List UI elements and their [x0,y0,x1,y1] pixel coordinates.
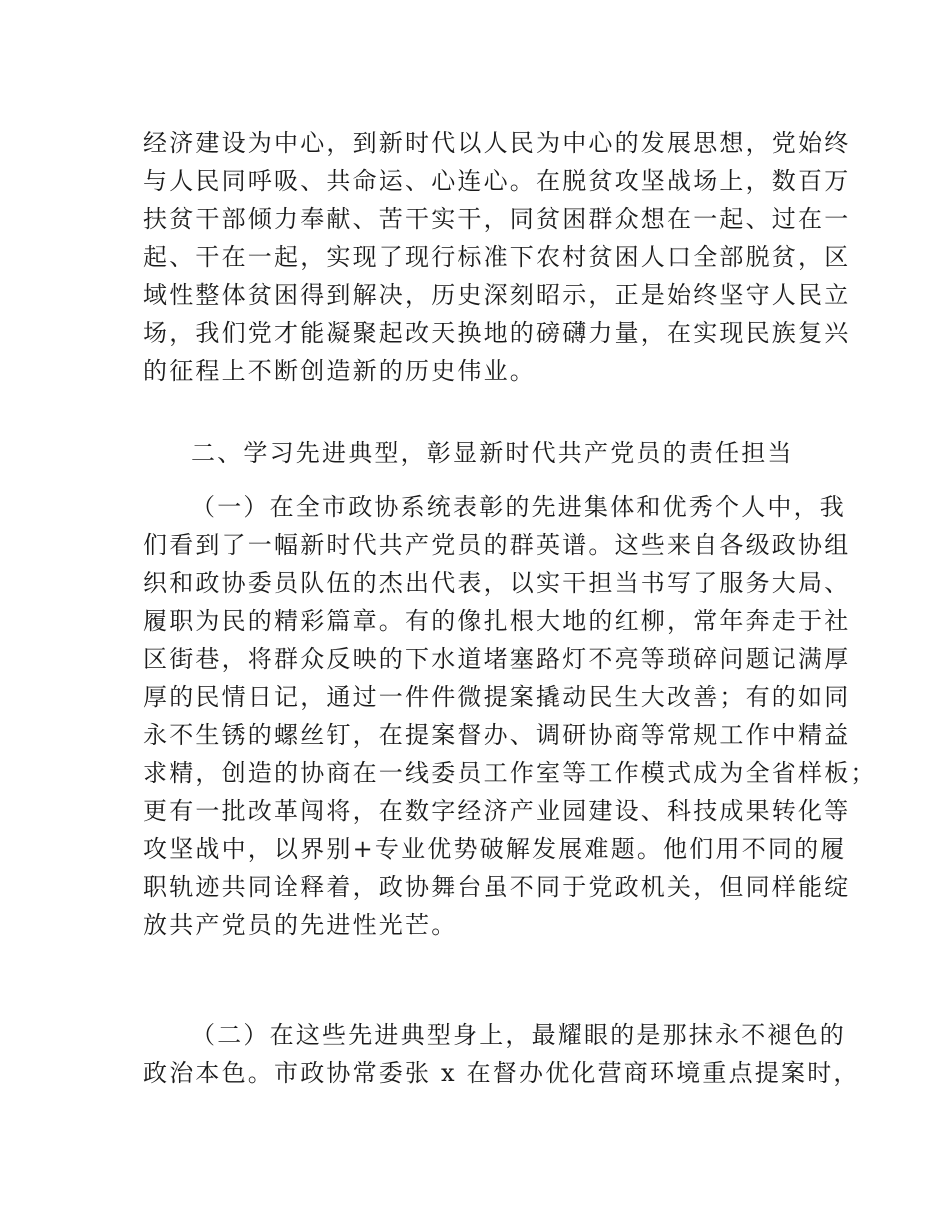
paragraph-line: 经济建设为中心，到新时代以人民为中心的发展思想，党始终 [143,129,851,157]
section-heading-text: 二、学习先进典型，彰显新时代共产党员的责任担当 [191,439,794,467]
paragraph-line: 区街巷，将群众反映的下水道堵塞路灯不亮等琐碎问题记满厚 [143,645,851,673]
paragraph-line: 的征程上不断创造新的历史伟业。 [143,357,536,385]
paragraph-line: 厚的民情日记，通过一件件微提案撬动民生大改善；有的如同 [143,683,851,711]
paragraph-line: 织和政协委员队伍的杰出代表，以实干担当书写了服务大局、 [143,569,851,597]
paragraph-line: 求精，创造的协商在一线委员工作室等工作模式成为全省样板； [143,759,877,787]
paragraph-line: 政治本色。市政协常委张 x 在督办优化营商环境重点提案时， [143,1059,860,1087]
paragraph-line: 场，我们党才能凝聚起改天换地的磅礴力量，在实现民族复兴 [143,319,851,347]
paragraph-line: （一）在全市政协系统表彰的先进集体和优秀个人中，我 [191,493,846,521]
paragraph-1 [143,124,851,390]
paragraph-line: 攻坚战中，以界别+专业优势破解发展难题。他们用不同的履 [143,835,847,863]
paragraph-line: 放共产党员的先进性光芒。 [143,911,458,939]
paragraph-2 [143,488,877,944]
paragraph-line: 与人民同呼吸、共命运、心连心。在脱贫攻坚战场上，数百万 [143,167,851,195]
paragraph-line: 履职为民的精彩篇章。有的像扎根大地的红柳，常年奔走于社 [143,607,851,635]
paragraph-3 [143,1016,860,1092]
paragraph-line: 们看到了一幅新时代共产党员的群英谱。这些来自各级政协组 [143,531,851,559]
paragraph-line: 域性整体贫困得到解决，历史深刻昭示，正是始终坚守人民立 [143,281,851,309]
paragraph-line: 扶贫干部倾力奉献、苦干实干，同贫困群众想在一起、过在一 [143,205,851,233]
paragraph-line: （二）在这些先进典型身上，最耀眼的是那抹永不褪色的 [191,1021,846,1049]
paragraph-line: 职轨迹共同诠释着，政协舞台虽不同于党政机关，但同样能绽 [143,873,851,901]
section-heading-2 [143,434,813,472]
paragraph-line: 更有一批改革闯将，在数字经济产业园建设、科技成果转化等 [143,797,851,825]
paragraph-line: 起、干在一起，实现了现行标准下农村贫困人口全部脱贫，区 [143,243,851,271]
paragraph-line: 永不生锈的螺丝钉，在提案督办、调研协商等常规工作中精益 [143,721,851,749]
